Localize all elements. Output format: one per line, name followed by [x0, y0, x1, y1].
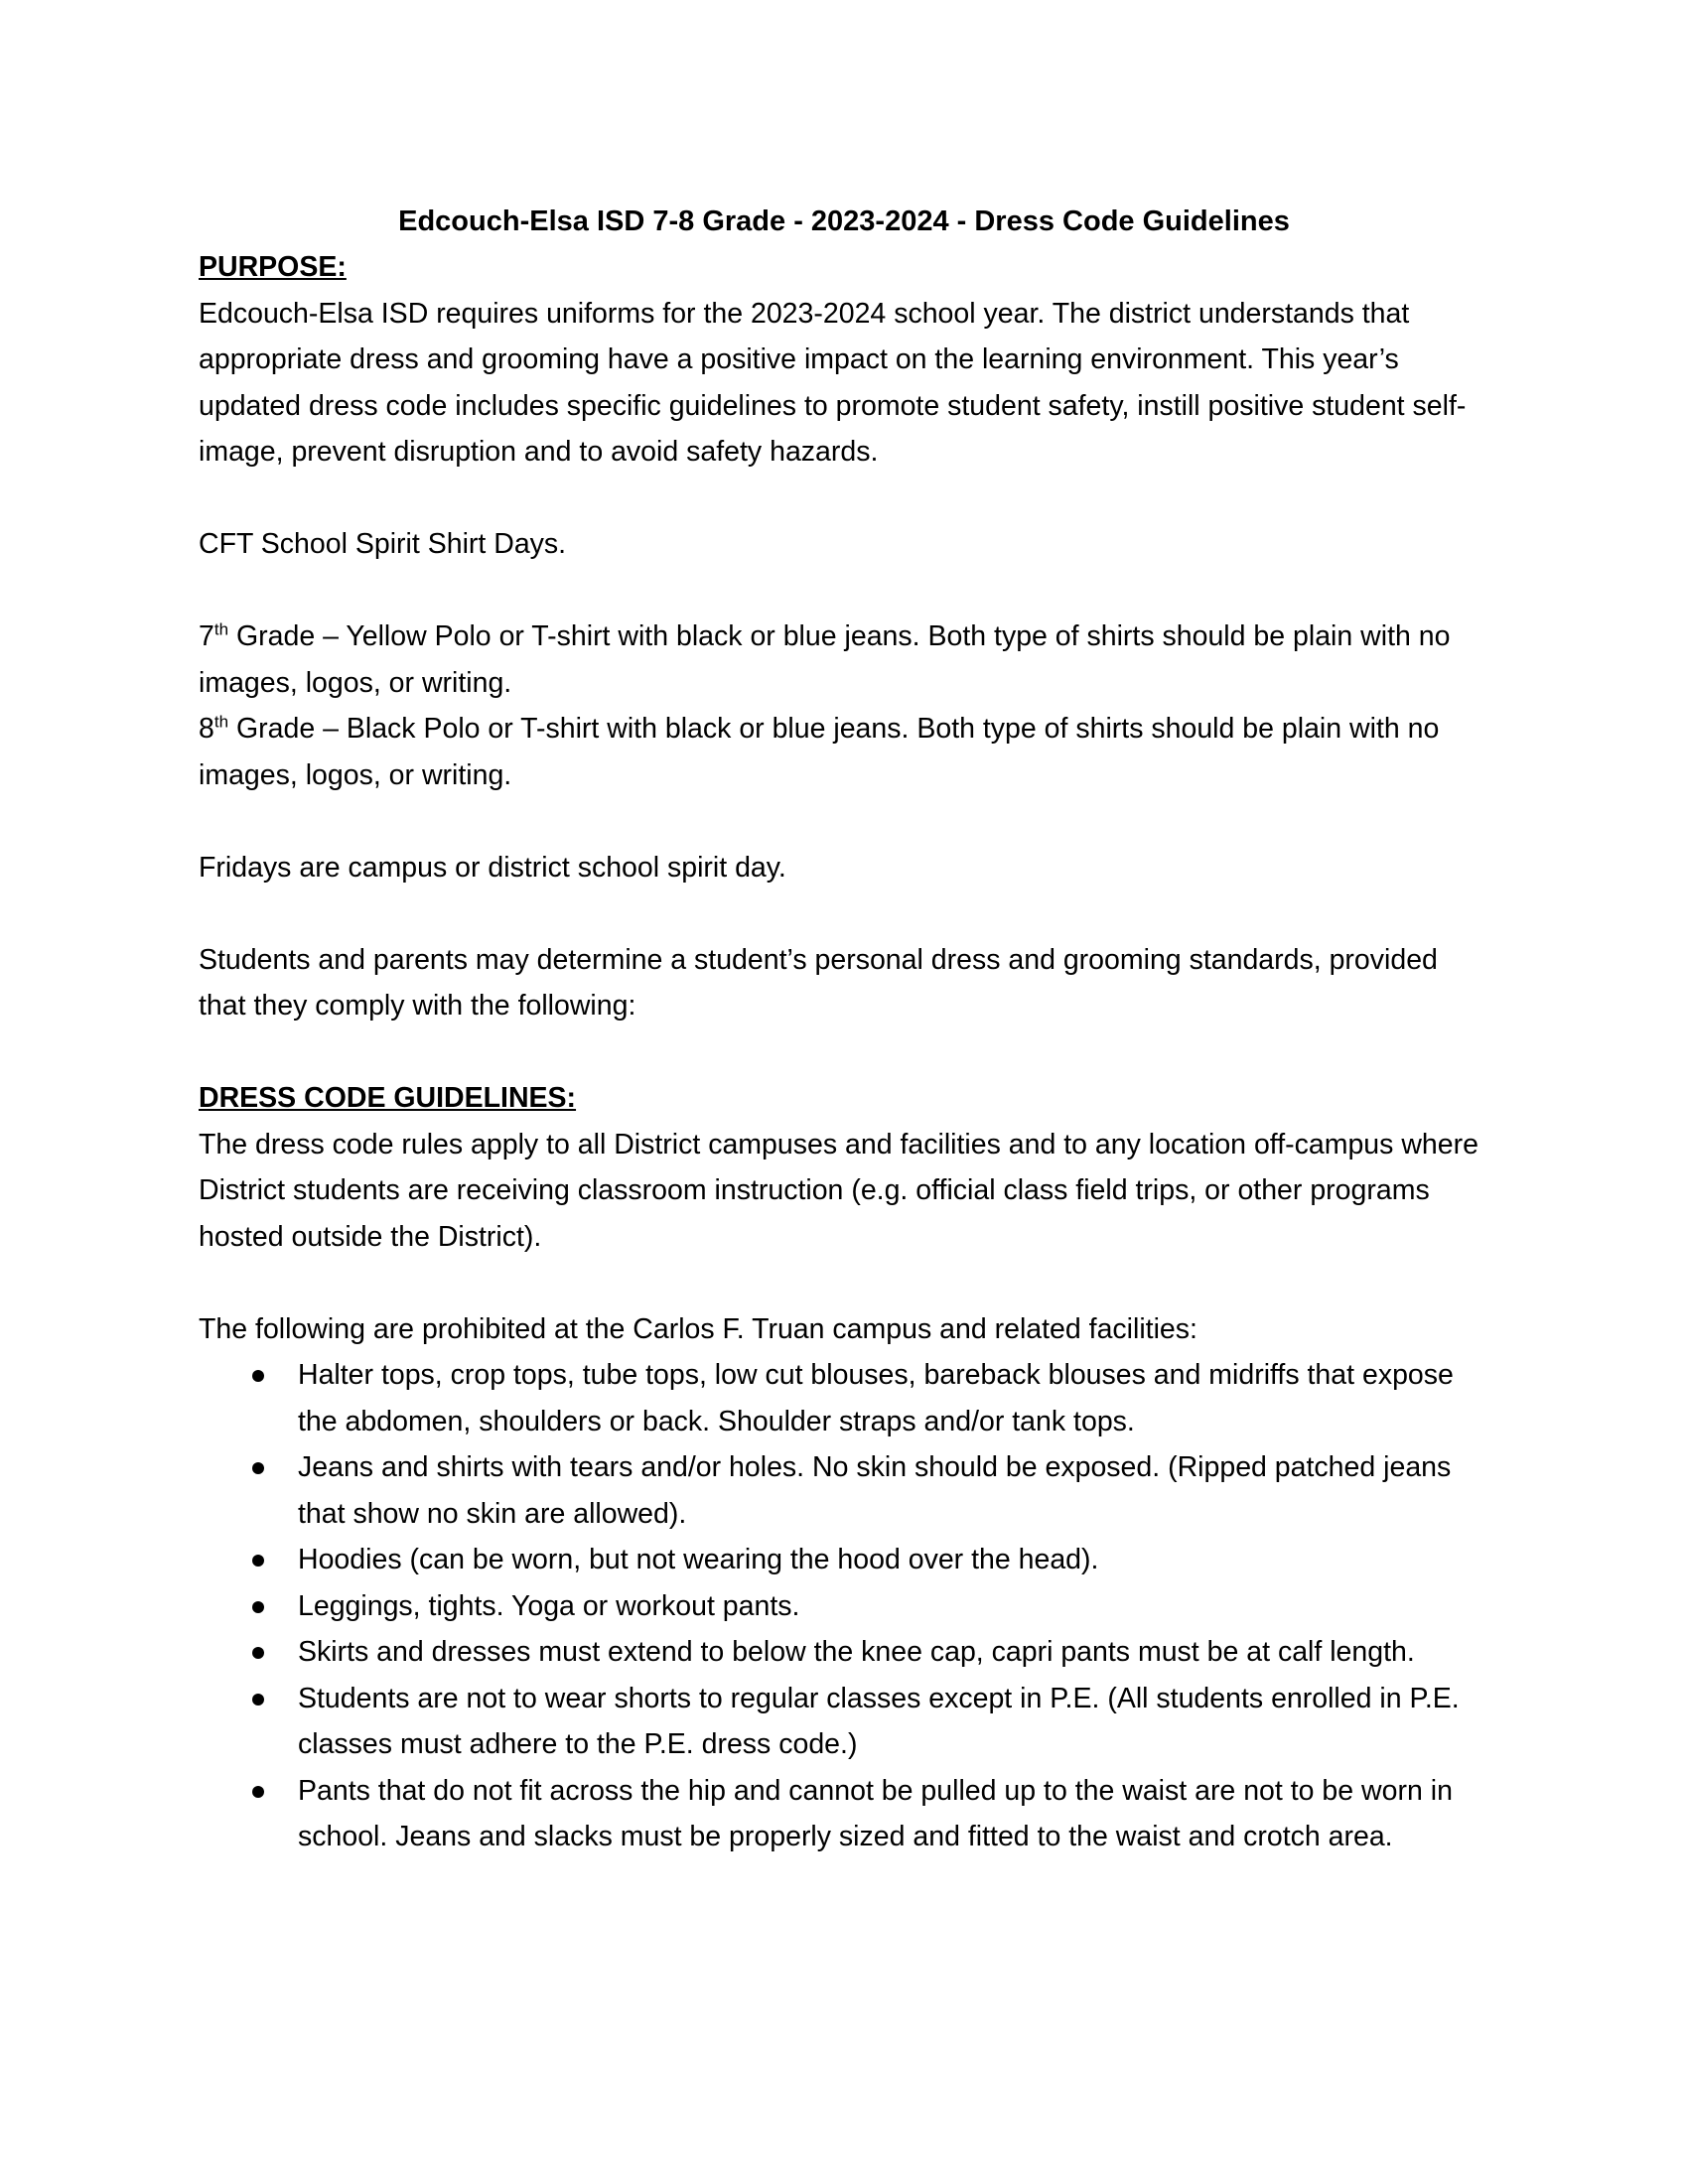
list-item-text: Jeans and shirts with tears and/or holes. No skin should be exposed. (Ripped patched jeans that show no skin are allowed). — [298, 1451, 1452, 1530]
list-item-text: Hoodies (can be worn, but not wearing the hood over the head). — [298, 1544, 1099, 1575]
list-item — [199, 1676, 1489, 1768]
guidelines-heading: DRESS CODE GUIDELINES: — [199, 1082, 577, 1114]
list-item-text: Leggings, tights. Yoga or workout pants. — [298, 1589, 800, 1622]
list-item-text: Students are not to wear shorts to regular classes except in P.E. (All students enrolled in P.E. classes must adhere to the P.E. dress code.) — [298, 1682, 1460, 1760]
spacer — [199, 798, 1489, 845]
spacer — [199, 1260, 1489, 1306]
list-item-text: Halter tops, crop tops, tube tops, low cut blouses, bareback blouses and midriffs that expose the abdomen, shoulders or back. Shoulder straps and/or tank tops. — [298, 1359, 1454, 1437]
grade-8-ordinal-suffix: th — [213, 712, 229, 732]
prohibited-intro: The following are prohibited at the Carlos F. Truan campus and related facilities: — [199, 1312, 1197, 1345]
page-title: Edcouch-Elsa ISD 7-8 Grade - 2023-2024 - Dress Code Guidelines — [398, 205, 1290, 237]
bullet-icon — [248, 1583, 268, 1630]
grade-7-ordinal-suffix: th — [213, 619, 229, 639]
grade-7-text: Grade – Yellow Polo or T-shirt with black or blue jeans. Both type of shirts should be plain with no images, logos, or writing. — [199, 620, 1451, 699]
bullet-icon — [248, 1352, 268, 1399]
spacer — [199, 568, 1489, 614]
list-item-text: Skirts and dresses must extend to below the knee cap, capri pants must be at calf length. — [298, 1636, 1415, 1668]
prohibited-list — [199, 1352, 1489, 1860]
list-item — [199, 1629, 1489, 1676]
bullet-icon — [248, 1444, 268, 1491]
bullet-icon — [248, 1676, 268, 1722]
grade-8-number: 8 — [199, 713, 214, 745]
grade-8-paragraph — [199, 706, 1489, 798]
spirit-days-line: CFT School Spirit Shirt Days. — [199, 528, 567, 560]
grade-7-paragraph — [199, 614, 1489, 706]
list-item-text: Pants that do not fit across the hip and cannot be pulled up to the waist are not to be worn in school. Jeans and slacks must be properly sized and fitted to the waist and crotch area. — [298, 1774, 1453, 1852]
list-item — [199, 1352, 1489, 1444]
spacer — [199, 476, 1489, 522]
list-item — [199, 1768, 1489, 1860]
bullet-icon — [248, 1768, 268, 1815]
list-item — [199, 1583, 1489, 1630]
spacer — [199, 890, 1489, 937]
standards-paragraph: Students and parents may determine a student’s personal dress and grooming standards, provided that they comply with the following: — [199, 943, 1438, 1022]
list-item — [199, 1537, 1489, 1583]
bullet-icon — [248, 1537, 268, 1583]
purpose-paragraph: Edcouch-Elsa ISD requires uniforms for the 2023-2024 school year. The district understands that appropriate dress and grooming have a positive impact on the learning environment. This year’s updated dress code includes specific guidelines to promote student safety, instill positive student self-image, prevent disruption and to avoid safety hazards. — [199, 297, 1467, 468]
fridays-line: Fridays are campus or district school spirit day. — [199, 851, 786, 884]
guidelines-paragraph: The dress code rules apply to all District campuses and facilities and to any location off-campus where District students are receiving classroom instruction (e.g. official class field trips, or other programs hosted outside the District). — [199, 1128, 1478, 1253]
grade-8-text: Grade – Black Polo or T-shirt with black or blue jeans. Both type of shirts should be plain with no images, logos, or writing. — [199, 713, 1440, 791]
document-page — [199, 199, 1489, 1860]
bullet-icon — [248, 1629, 268, 1676]
grade-7-number: 7 — [199, 620, 214, 652]
list-item — [199, 1444, 1489, 1537]
purpose-heading: PURPOSE: — [199, 251, 347, 283]
spacer — [199, 1029, 1489, 1076]
